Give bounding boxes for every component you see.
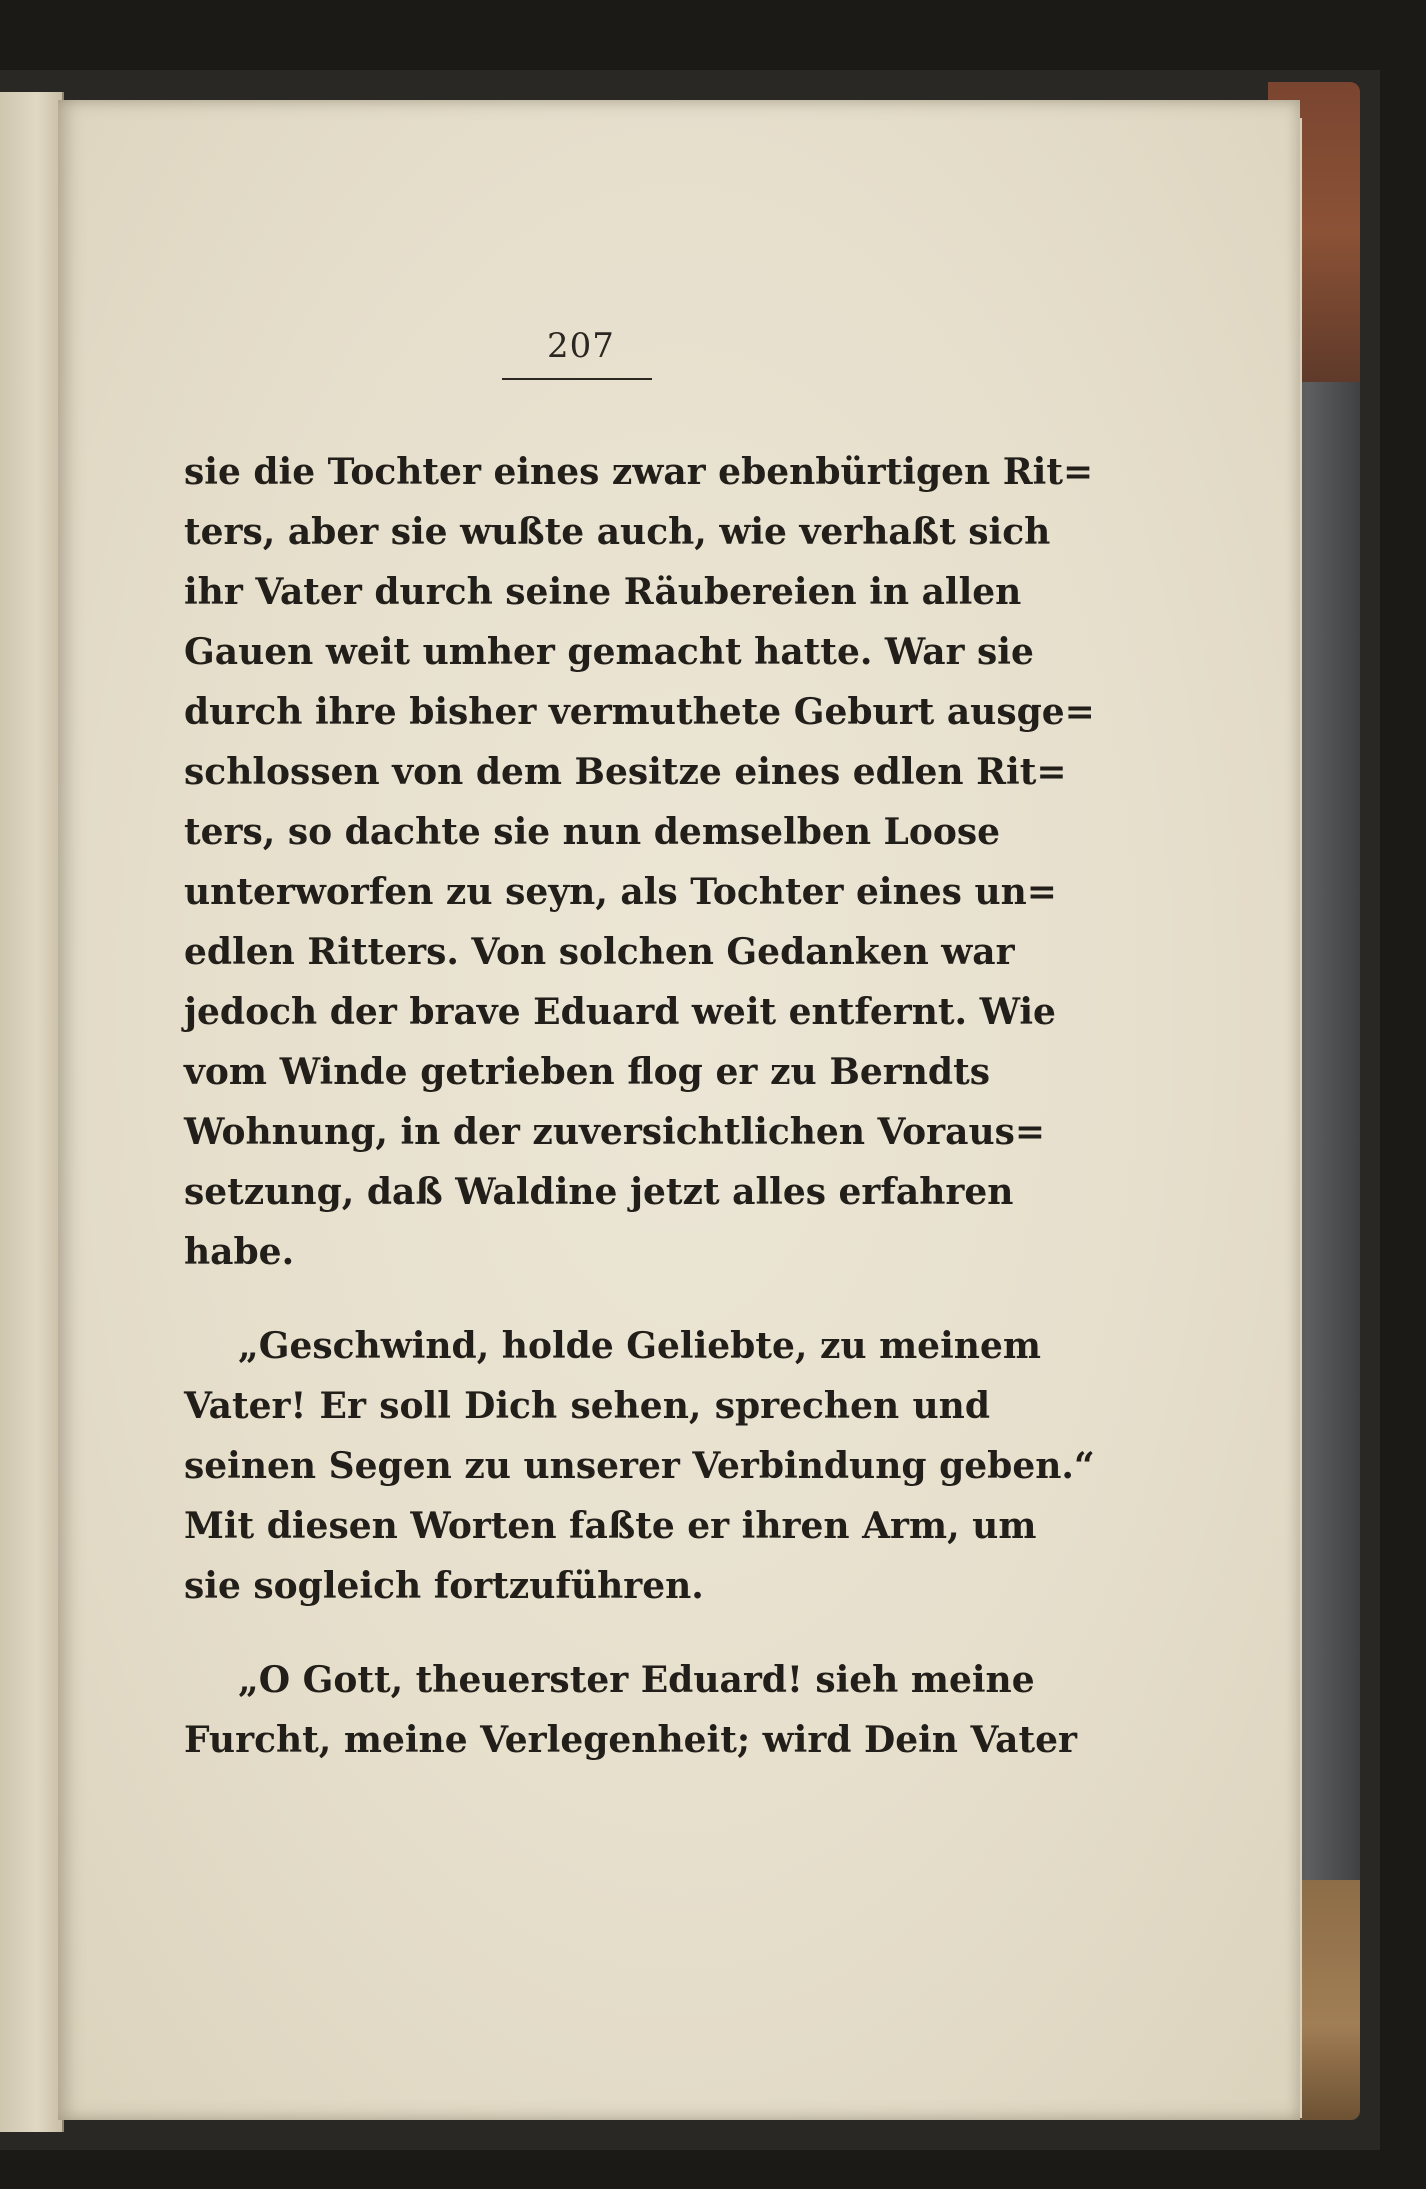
text-line: sie die Tochter eines zwar ebenbürtigen Rit= (184, 451, 1094, 493)
text-line: ters, aber sie wußte auch, wie verhaßt sich (184, 511, 1051, 553)
text-line: setzung, daß Waldine jetzt alles erfahren (184, 1171, 1014, 1213)
text-line: Wohnung, in der zuversichtlichen Voraus= (184, 1111, 1046, 1153)
text-line: sie sogleich fortzuführen. (184, 1565, 704, 1607)
text-line: edlen Ritters. Von solchen Gedanken war (184, 931, 1015, 973)
text-line: Mit diesen Worten faßte er ihren Arm, um (184, 1505, 1037, 1547)
paragraph-gap (184, 1282, 990, 1316)
page-number-rule (502, 378, 652, 380)
text-line: Furcht, meine Verlegenheit; wird Dein Vater (184, 1719, 1077, 1761)
text-line: jedoch der brave Eduard weit entfernt. Wie (184, 991, 1056, 1033)
text-line: ihr Vater durch seine Räubereien in allen (184, 571, 1022, 613)
text-line: vom Winde getrieben flog er zu Berndts (184, 1051, 990, 1093)
body-text (184, 442, 1095, 1770)
text-line: durch ihre bisher vermuthete Geburt ausge= (184, 691, 1095, 733)
text-line: Gauen weit umher gemacht hatte. War sie (184, 631, 1034, 673)
text-line: seinen Segen zu unserer Verbindung geben.“ (184, 1445, 1095, 1487)
text-line: unterworfen zu seyn, als Tochter eines un= (184, 871, 1057, 913)
text-line: habe. (184, 1231, 295, 1273)
paragraph-1 (184, 442, 1095, 1282)
text-line: ters, so dachte sie nun demselben Loose (184, 811, 1001, 853)
text-line: „O Gott, theuerster Eduard! sieh meine (238, 1659, 1035, 1701)
paragraph-gap (184, 1616, 990, 1650)
page-number: 207 (547, 326, 615, 366)
paragraph-3 (184, 1650, 1077, 1770)
paragraph-2 (184, 1316, 1095, 1616)
text-line: „Geschwind, holde Geliebte, zu meinem (238, 1325, 1041, 1367)
text-line: schlossen von dem Besitze eines edlen Rit= (184, 751, 1067, 793)
facing-page-edge (0, 92, 64, 2132)
text-line: Vater! Er soll Dich sehen, sprechen und (184, 1385, 990, 1427)
